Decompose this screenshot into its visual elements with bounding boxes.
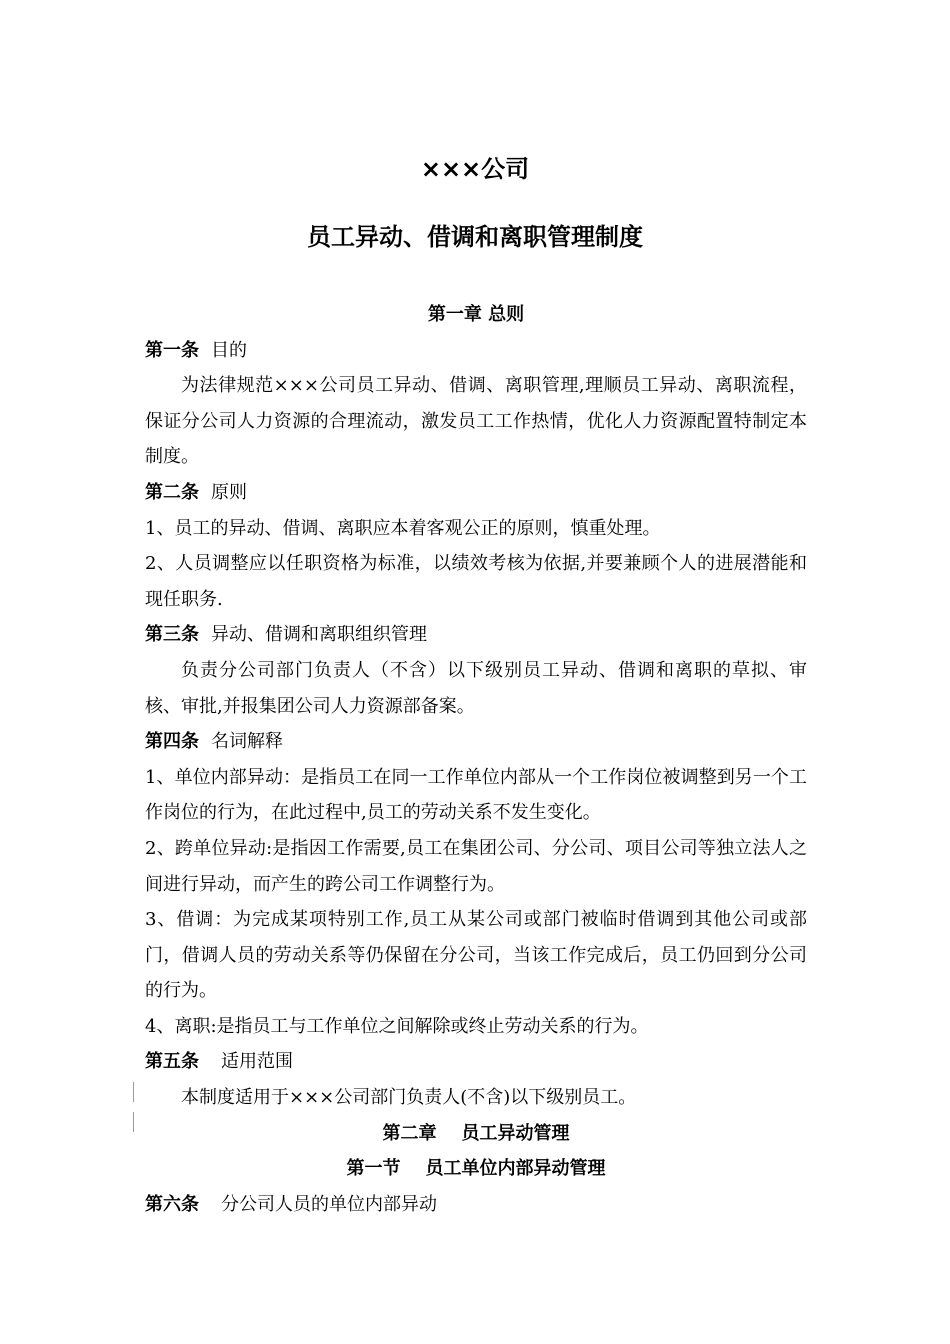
section-heading: 第一节 员工单位内部异动管理 [346, 1158, 606, 1180]
article-title: 适用范围 [221, 1051, 293, 1073]
article-title: 分公司人员的单位内部异动 [221, 1193, 437, 1215]
list-item: 2、人员调整应以任职资格为标准，以绩效考核为依据,并要兼顾个人的进展潜能和现任职务. [145, 553, 807, 610]
article-heading [145, 617, 807, 653]
list-item: 4、离职:是指员工与工作单位之间解除或终止劳动关系的行为。 [145, 1015, 649, 1037]
article-label: 第六条 [145, 1193, 199, 1215]
article-label: 第二条 [145, 481, 199, 503]
article-heading [145, 475, 807, 511]
article-title: 名词解释 [211, 731, 283, 753]
list-item: 3、借调：为完成某项特别工作,员工从某公司或部门被临时借调到其他公司或部门，借调人员的劳动关系等仍保留在分公司，当该工作完成后，员工仍回到分公司的行为。 [145, 909, 807, 1002]
list-item: 2、跨单位异动:是指因工作需要,员工在集团公司、分公司、项目公司等独立法人之间进行异动，而产生的跨公司工作调整行为。 [145, 837, 807, 895]
article-title: 原则 [211, 481, 247, 503]
paragraph: 本制度适用于×××公司部门负责人(不含)以下级别员工。 [181, 1087, 637, 1109]
document-body [145, 297, 807, 1222]
chapter-heading: 第一章 总则 [427, 304, 525, 325]
document-title: 员工异动、借调和离职管理制度 [307, 223, 643, 251]
article-title: 异动、借调和离职组织管理 [211, 624, 427, 646]
article-label: 第一条 [145, 339, 199, 361]
company-name: ×××公司 [420, 155, 530, 183]
article-label: 第五条 [145, 1051, 199, 1073]
article-heading [145, 1044, 807, 1080]
article-label: 第四条 [145, 731, 199, 753]
article-heading [145, 724, 807, 760]
list-item: 1、员工的异动、借调、离职应本着客观公正的原则，慎重处理。 [145, 517, 661, 539]
margin-marker [133, 1082, 134, 1102]
list-item: 1、单位内部异动：是指员工在同一工作单位内部从一个工作岗位被调整到另一个工作岗位的行为，在此过程中,员工的劳动关系不发生变化。 [145, 766, 807, 824]
article-label: 第三条 [145, 624, 199, 646]
article-heading [145, 333, 807, 369]
article-title: 目的 [211, 339, 247, 361]
paragraph: 负责分公司部门负责人（不含）以下级别员工异动、借调和离职的草拟、审核、审批,并报集团公司人力资源部备案。 [145, 659, 807, 717]
paragraph: 为法律规范×××公司员工异动、借调、离职管理,理顺员工异动、离职流程，保证分公司人力资源的合理流动，激发员工工作热情，优化人力资源配置特制定本制度。 [145, 375, 807, 468]
margin-marker [133, 1112, 134, 1132]
article-heading [145, 1187, 807, 1223]
chapter-heading: 第二章 员工异动管理 [382, 1122, 570, 1144]
